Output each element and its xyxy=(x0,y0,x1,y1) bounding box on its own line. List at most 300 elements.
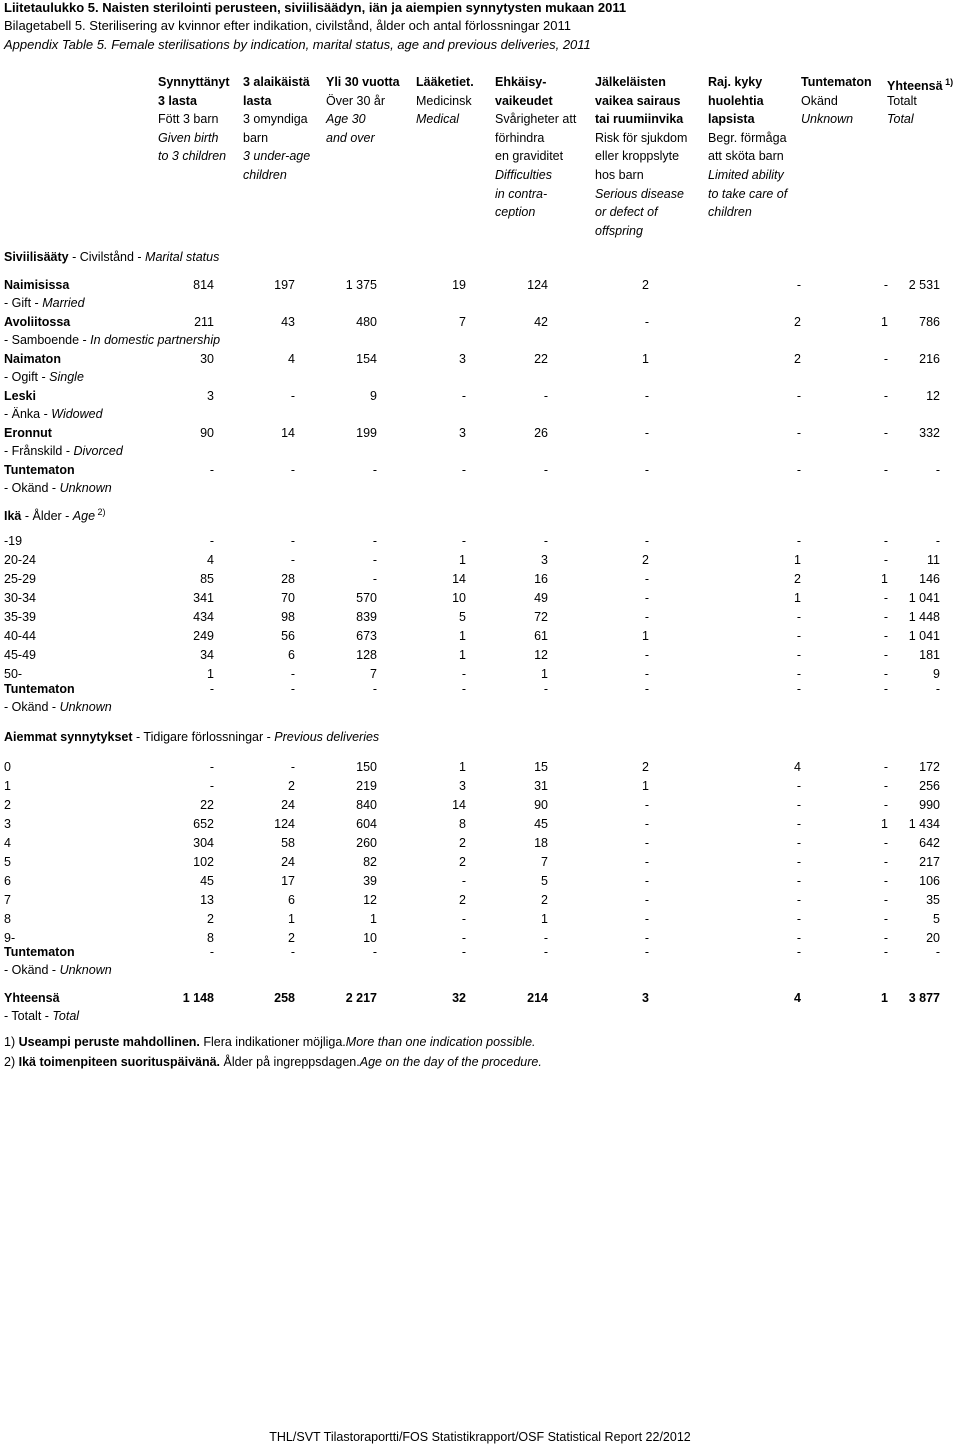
table-cell: 12 xyxy=(534,648,548,662)
table-row xyxy=(4,945,940,963)
title-finnish: Liitetaulukko 5. Naisten sterilointi perusteen, siviilisäädyn, iän ja aiempien synnytysten mukaan 2011 xyxy=(4,0,627,15)
table-cell: - xyxy=(543,534,548,548)
table-cell: - xyxy=(644,572,649,586)
footnote-number: 2) xyxy=(4,1055,19,1069)
table-row xyxy=(4,463,940,481)
table-cell: 1 xyxy=(459,553,466,567)
column-header-line xyxy=(416,92,474,111)
table-cell: - xyxy=(644,798,649,812)
column-header-line xyxy=(416,110,474,129)
column-header-line xyxy=(495,73,576,92)
table-cell: - xyxy=(796,855,801,869)
row-label: 50- xyxy=(4,667,23,681)
table-cell: 1 448 xyxy=(908,610,940,624)
column-header-line xyxy=(158,147,230,166)
table-cell: - xyxy=(209,760,214,774)
table-cell: - xyxy=(796,534,801,548)
table-cell: 3 xyxy=(207,389,214,403)
footnote-sv: Ålder på ingreppsdagen. xyxy=(223,1055,360,1069)
table-cell: - xyxy=(883,610,888,624)
table-cell: 990 xyxy=(919,798,940,812)
column-header-text: to take care of xyxy=(708,186,788,201)
table-cell: 5 xyxy=(459,610,466,624)
table-row xyxy=(4,798,940,816)
table-cell: - xyxy=(796,610,801,624)
column-header-line xyxy=(887,110,953,129)
row-label: -19 xyxy=(4,534,23,548)
column-header-text: lasta xyxy=(243,93,272,108)
table-cell: 85 xyxy=(200,572,214,586)
table-cell: 2 xyxy=(794,315,801,329)
table-cell: 260 xyxy=(356,836,377,850)
table-cell: 17 xyxy=(281,874,295,888)
table-cell: 1 xyxy=(207,667,214,681)
column-header-line xyxy=(887,92,953,111)
table-cell: 12 xyxy=(926,389,940,403)
row-label: 45-49 xyxy=(4,648,36,662)
table-cell: 32 xyxy=(452,991,466,1005)
table-row xyxy=(4,855,940,873)
column-header-text: Medicinsk xyxy=(416,93,472,108)
row-label: 3 xyxy=(4,817,11,831)
table-cell: - xyxy=(644,591,649,605)
table-cell: - xyxy=(290,945,295,959)
table-cell: - xyxy=(796,278,801,292)
table-cell: 5 xyxy=(541,874,548,888)
row-sublabel-sv: - Frånskild - xyxy=(4,444,74,458)
table-row xyxy=(4,610,940,628)
table-cell: 5 xyxy=(933,912,940,926)
table-cell: - xyxy=(372,463,377,477)
table-cell: - xyxy=(290,463,295,477)
table-cell: 4 xyxy=(794,991,801,1005)
table-cell: - xyxy=(883,836,888,850)
table-cell: - xyxy=(209,682,214,696)
table-cell: 128 xyxy=(356,648,377,662)
table-cell: 341 xyxy=(193,591,214,605)
row-label: 35-39 xyxy=(4,610,36,624)
table-cell: 256 xyxy=(919,779,940,793)
row-label: 5 xyxy=(4,855,11,869)
table-cell: 10 xyxy=(452,591,466,605)
column-header-line xyxy=(595,166,687,185)
table-cell: - xyxy=(372,553,377,567)
table-cell: 332 xyxy=(919,426,940,440)
section-title-sv: - Civilstånd - xyxy=(68,250,146,264)
section-title-sv: - Ålder - xyxy=(21,509,73,524)
table-cell: 1 148 xyxy=(182,991,214,1005)
table-cell: 7 xyxy=(370,667,377,681)
table-row xyxy=(4,278,940,296)
section-title-fi: Siviilisääty xyxy=(4,250,69,264)
table-cell: - xyxy=(883,798,888,812)
table-cell: 18 xyxy=(534,836,548,850)
column-header-line xyxy=(158,73,230,92)
table-cell: - xyxy=(461,389,466,403)
row-sublabel xyxy=(4,481,112,495)
column-header-line xyxy=(243,147,310,166)
table-cell: 19 xyxy=(452,278,466,292)
column-header-text: Serious disease xyxy=(595,186,684,201)
table-cell: 2 xyxy=(794,352,801,366)
table-cell: - xyxy=(461,463,466,477)
column-header-text: children xyxy=(708,205,752,220)
column-header-text: Svårigheter att xyxy=(495,112,577,127)
table-cell: 98 xyxy=(281,610,295,624)
row-label: 8 xyxy=(4,912,11,926)
table-cell: 90 xyxy=(534,798,548,812)
column-header-line xyxy=(708,73,787,92)
table-cell: - xyxy=(883,931,888,945)
row-sublabel-sv: - Totalt - xyxy=(4,1009,53,1023)
footnote-marker: 1) xyxy=(942,77,954,87)
table-cell: 642 xyxy=(919,836,940,850)
column-header-line xyxy=(595,110,687,129)
row-label: Leski xyxy=(4,389,36,403)
column-header-text: and over xyxy=(326,130,375,145)
column-header-text: Totalt xyxy=(887,93,917,108)
table-cell: - xyxy=(883,389,888,403)
column-header-text: Lääketiet. xyxy=(416,75,474,89)
table-cell: 304 xyxy=(193,836,214,850)
footnote-number: 1) xyxy=(4,1035,19,1049)
table-cell: 219 xyxy=(356,779,377,793)
table-cell: - xyxy=(883,874,888,888)
table-cell: 14 xyxy=(452,798,466,812)
table-row xyxy=(4,912,940,930)
row-sublabel-en: Single xyxy=(49,370,84,384)
column-header-text: Limited ability xyxy=(708,167,784,182)
column-header-line xyxy=(708,203,787,222)
section-title-marital xyxy=(4,250,219,264)
row-sublabel-en: Unknown xyxy=(59,700,112,714)
column-header-line xyxy=(495,129,576,148)
table-cell: - xyxy=(883,629,888,643)
table-cell: 7 xyxy=(541,855,548,869)
table-row xyxy=(4,874,940,892)
table-cell: - xyxy=(209,534,214,548)
table-cell: 1 xyxy=(459,629,466,643)
column-header-text: tai ruumiinvika xyxy=(595,112,684,127)
column-header-text: vaikea sairaus xyxy=(595,93,681,108)
table-cell: - xyxy=(883,648,888,662)
table-cell: 2 xyxy=(459,855,466,869)
column-header-line xyxy=(708,166,787,185)
table-cell: 4 xyxy=(288,352,295,366)
table-cell: - xyxy=(883,893,888,907)
table-cell: 2 xyxy=(207,912,214,926)
table-cell: - xyxy=(883,779,888,793)
table-cell: - xyxy=(461,945,466,959)
table-cell: - xyxy=(883,463,888,477)
column-header-line xyxy=(595,203,687,222)
table-cell: - xyxy=(209,779,214,793)
table-cell: - xyxy=(796,817,801,831)
table-cell: - xyxy=(209,945,214,959)
table-cell: 258 xyxy=(274,991,295,1005)
table-cell: - xyxy=(290,553,295,567)
table-cell: 11 xyxy=(927,553,940,567)
section-title-en: Marital status xyxy=(145,250,220,264)
table-cell: 4 xyxy=(794,760,801,774)
column-header-line xyxy=(326,73,400,92)
table-cell: 82 xyxy=(363,855,377,869)
table-cell: 1 041 xyxy=(908,591,940,605)
row-sublabel-en: Widowed xyxy=(51,407,103,421)
table-cell: - xyxy=(543,682,548,696)
column-header-line xyxy=(495,147,576,166)
table-cell: - xyxy=(372,945,377,959)
column-header-text: ception xyxy=(495,205,536,220)
table-cell: - xyxy=(644,945,649,959)
column-header-text: hos barn xyxy=(595,167,644,182)
table-cell: 2 xyxy=(288,931,295,945)
row-sublabel-en: Unknown xyxy=(59,481,112,495)
column-header-line xyxy=(708,92,787,111)
table-cell: 34 xyxy=(200,648,214,662)
column-header-3 xyxy=(326,73,400,147)
table-cell: - xyxy=(796,629,801,643)
table-cell: - xyxy=(883,667,888,681)
table-cell: 43 xyxy=(281,315,295,329)
table-cell: - xyxy=(372,682,377,696)
row-label: Naimaton xyxy=(4,352,61,366)
row-sublabel-sv: - Samboende - xyxy=(4,333,91,347)
table-cell: 154 xyxy=(356,352,377,366)
table-cell: 10 xyxy=(363,931,377,945)
column-header-text: Jälkeläisten xyxy=(595,75,666,89)
row-sublabel-sv: - Gift - xyxy=(4,296,43,310)
table-cell: 9 xyxy=(933,667,940,681)
table-cell: - xyxy=(935,534,940,548)
table-cell: - xyxy=(883,426,888,440)
table-cell: - xyxy=(883,278,888,292)
table-cell: - xyxy=(644,931,649,945)
table-cell: - xyxy=(644,389,649,403)
table-row xyxy=(4,534,940,552)
table-cell: - xyxy=(644,648,649,662)
column-header-9 xyxy=(887,73,953,129)
table-cell: 35 xyxy=(926,893,940,907)
row-sublabel xyxy=(4,296,85,310)
table-cell: 197 xyxy=(274,278,295,292)
table-cell: - xyxy=(644,817,649,831)
row-sublabel-en: Unknown xyxy=(59,963,112,977)
table-cell: 181 xyxy=(919,648,940,662)
table-cell: - xyxy=(796,874,801,888)
table-cell: - xyxy=(461,534,466,548)
table-cell: - xyxy=(644,874,649,888)
footnote-fi: Useampi peruste mahdollinen. xyxy=(18,1035,204,1049)
table-cell: - xyxy=(935,945,940,959)
title-swedish: Bilagetabell 5. Sterilisering av kvinnor efter indikation, civilstånd, ålder och antal förlossningar 2011 xyxy=(4,18,572,33)
column-header-line xyxy=(243,129,310,148)
table-cell: 20 xyxy=(926,931,940,945)
table-cell: - xyxy=(543,945,548,959)
column-header-line xyxy=(495,166,576,185)
column-header-text: Age 30 xyxy=(326,112,366,127)
table-cell: - xyxy=(290,667,295,681)
section-title-en: Previous deliveries xyxy=(274,730,380,744)
table-cell: 1 xyxy=(794,591,801,605)
column-header-line xyxy=(595,92,687,111)
column-header-8 xyxy=(801,73,872,129)
column-header-line xyxy=(801,73,872,92)
table-cell: - xyxy=(644,682,649,696)
table-cell: 2 xyxy=(642,760,649,774)
table-cell: - xyxy=(372,534,377,548)
column-header-line xyxy=(708,147,787,166)
row-label: 2 xyxy=(4,798,11,812)
column-header-line xyxy=(495,185,576,204)
table-cell: - xyxy=(290,534,295,548)
table-cell: - xyxy=(935,463,940,477)
table-cell: 786 xyxy=(919,315,940,329)
table-cell: 570 xyxy=(356,591,377,605)
row-sublabel xyxy=(4,370,84,384)
column-header-text: förhindra xyxy=(495,130,545,145)
table-cell: - xyxy=(796,463,801,477)
table-cell: 652 xyxy=(193,817,214,831)
column-header-line xyxy=(243,92,310,111)
table-cell: - xyxy=(883,682,888,696)
table-cell: 604 xyxy=(356,817,377,831)
row-label: 0 xyxy=(4,760,11,774)
table-cell: 6 xyxy=(288,893,295,907)
column-header-text: 3 omyndiga xyxy=(243,112,308,127)
table-cell: - xyxy=(543,931,548,945)
footnote-sv: Flera indikationer möjliga. xyxy=(203,1035,346,1049)
table-cell: - xyxy=(290,760,295,774)
footnote-marker: 2) xyxy=(95,507,106,517)
table-cell: 217 xyxy=(919,855,940,869)
table-cell: - xyxy=(796,389,801,403)
table-cell: 8 xyxy=(207,931,214,945)
table-cell: - xyxy=(796,426,801,440)
table-cell: 39 xyxy=(363,874,377,888)
table-cell: 1 xyxy=(794,553,801,567)
table-cell: - xyxy=(644,912,649,926)
table-cell: 840 xyxy=(356,798,377,812)
column-header-line xyxy=(495,110,576,129)
table-cell: - xyxy=(461,667,466,681)
table-cell: - xyxy=(461,931,466,945)
table-cell: 72 xyxy=(534,610,548,624)
row-sublabel-sv: - Änka - xyxy=(4,407,52,421)
row-label: Tuntematon xyxy=(4,945,75,959)
footnote-1 xyxy=(4,1035,536,1049)
table-cell: - xyxy=(543,389,548,403)
table-cell: - xyxy=(796,836,801,850)
column-header-text: Synnyttänyt xyxy=(158,75,230,89)
table-row xyxy=(4,426,940,444)
table-cell: 56 xyxy=(281,629,295,643)
table-cell: 16 xyxy=(534,572,548,586)
table-cell: 1 xyxy=(541,912,548,926)
table-cell: - xyxy=(883,591,888,605)
row-sublabel xyxy=(4,963,112,977)
row-label: 4 xyxy=(4,836,11,850)
table-cell: - xyxy=(290,389,295,403)
column-header-line xyxy=(887,73,953,92)
row-label: Yhteensä xyxy=(4,991,60,1005)
table-cell: 1 xyxy=(642,352,649,366)
section-title-deliveries xyxy=(4,730,379,744)
table-row xyxy=(4,389,940,407)
column-header-line xyxy=(708,129,787,148)
table-cell: 1 xyxy=(881,817,888,831)
table-cell: 1 xyxy=(642,779,649,793)
table-cell: 673 xyxy=(356,629,377,643)
column-header-text: 3 under-age xyxy=(243,149,311,164)
table-cell: 211 xyxy=(194,315,214,329)
column-header-line xyxy=(595,147,687,166)
table-row xyxy=(4,572,940,590)
section-title-fi: Aiemmat synnytykset xyxy=(4,730,133,744)
table-row xyxy=(4,629,940,647)
column-header-text: in contra- xyxy=(495,186,548,201)
table-cell: 1 xyxy=(881,315,888,329)
table-cell: - xyxy=(290,682,295,696)
row-label: Tuntematon xyxy=(4,682,75,696)
section-title-en: Age xyxy=(72,509,96,524)
row-sublabel-sv: - Ogift - xyxy=(4,370,50,384)
footnote-en: More than one indication possible. xyxy=(345,1035,536,1049)
footnote-en: Age on the day of the procedure. xyxy=(359,1055,542,1069)
table-cell: 3 xyxy=(459,352,466,366)
table-cell: - xyxy=(543,463,548,477)
table-cell: 2 xyxy=(459,836,466,850)
column-header-text: Difficulties xyxy=(495,167,552,182)
section-title-sv: - Tidigare förlossningar - xyxy=(132,730,275,744)
row-sublabel-sv: - Okänd - xyxy=(4,963,60,977)
table-cell: 2 531 xyxy=(908,278,940,292)
table-cell: - xyxy=(796,779,801,793)
table-cell: 2 xyxy=(541,893,548,907)
column-header-text: Unknown xyxy=(801,112,854,127)
table-cell: - xyxy=(796,798,801,812)
table-cell: 214 xyxy=(527,991,548,1005)
row-sublabel xyxy=(4,444,123,458)
row-label: 1 xyxy=(4,779,11,793)
column-header-line xyxy=(801,110,872,129)
section-title-fi: Ikä xyxy=(4,509,22,524)
column-header-text: 3 lasta xyxy=(158,93,197,108)
footnote-fi: Ikä toimenpiteen suorituspäivänä. xyxy=(18,1055,224,1069)
table-cell: - xyxy=(461,874,466,888)
column-header-text: or defect of xyxy=(595,205,658,220)
column-header-text: Fött 3 barn xyxy=(158,112,219,127)
table-row xyxy=(4,991,940,1009)
table-cell: 31 xyxy=(534,779,548,793)
table-row xyxy=(4,352,940,370)
row-label: 20-24 xyxy=(4,553,36,567)
row-label: 7 xyxy=(4,893,11,907)
table-cell: 2 xyxy=(642,278,649,292)
table-cell: 3 xyxy=(541,553,548,567)
row-sublabel-en: In domestic partnership xyxy=(90,333,221,347)
table-cell: - xyxy=(796,945,801,959)
table-row xyxy=(4,648,940,666)
table-cell: 2 xyxy=(794,572,801,586)
table-cell: 15 xyxy=(534,760,548,774)
column-header-text: Tuntematon xyxy=(801,75,872,89)
column-header-text: Yli 30 vuotta xyxy=(326,75,400,89)
table-cell: - xyxy=(644,534,649,548)
table-cell: 45 xyxy=(534,817,548,831)
table-cell: 14 xyxy=(281,426,295,440)
column-header-text: en graviditet xyxy=(495,149,564,164)
